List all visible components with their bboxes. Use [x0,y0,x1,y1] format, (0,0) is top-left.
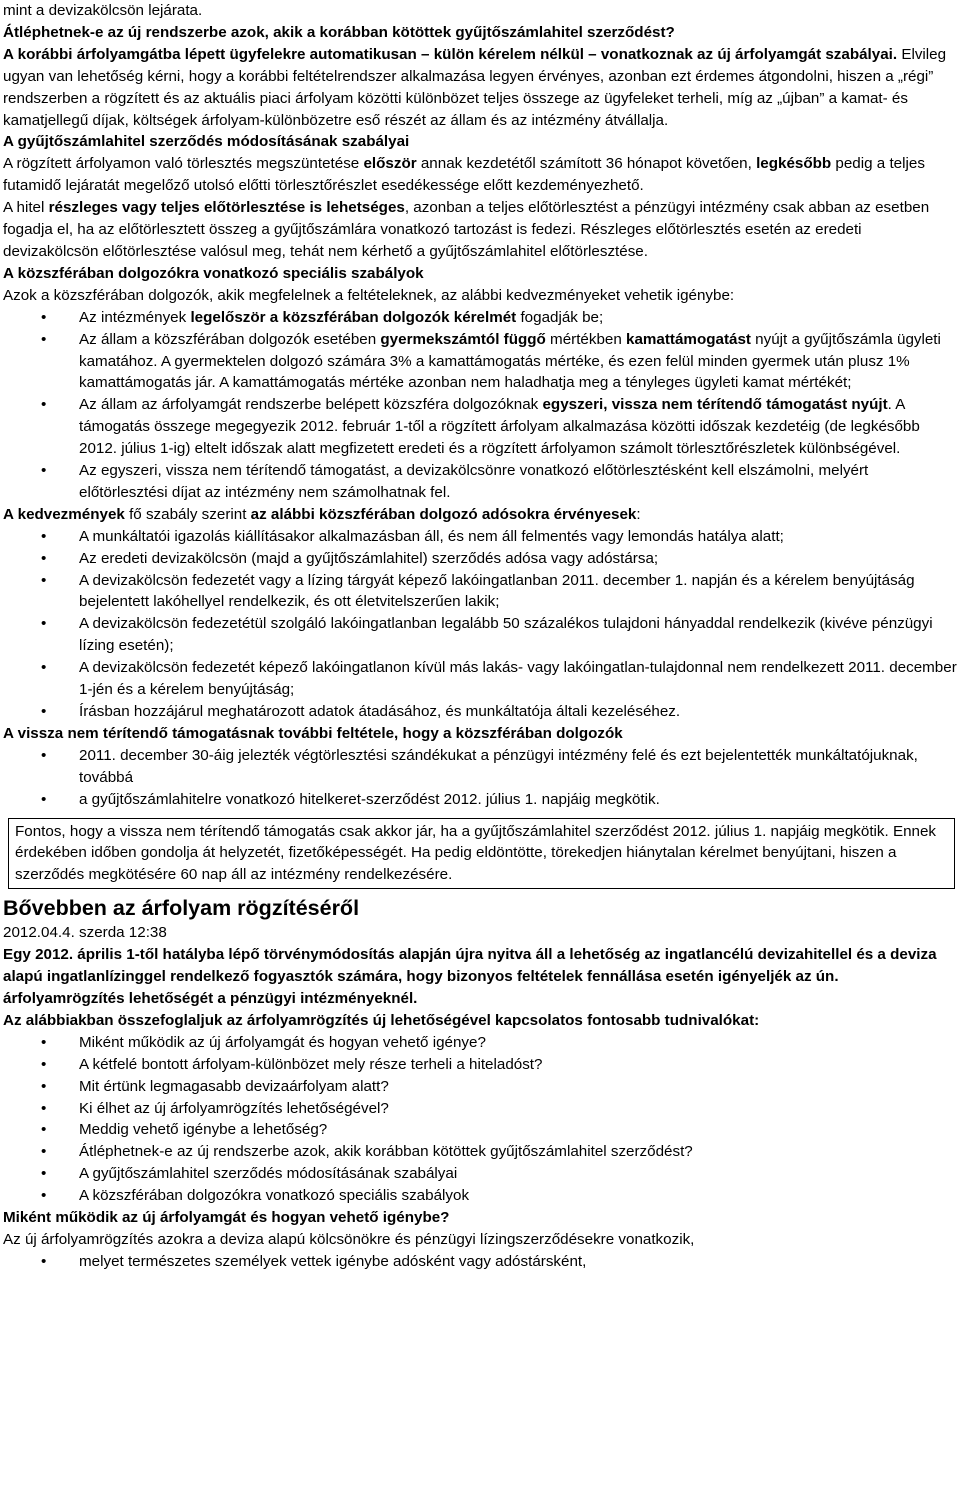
intro-rest: Elvileg ugyan van lehetőség kérni, hogy a korábbi feltételrendszer alkalmazása legyen érvényes, azonban ezt érdemes átgondolni, hiszen a „régi” rendszerben a rögzített és az aktuális piaci árfolyam közötti különbözet teljes összege az ügyfeleket terheli, míg az „újban” a kamat- és kamatjellegű díjak, költségek árfolyam-különbözetre eső részét az állam és az intézmény átvállalja. [3,45,947,129]
list-item [3,307,957,329]
notice-box [8,818,955,890]
list-item: • A devizakölcsön fedezetétül szolgáló lakóingatlanban legalább 50 százalékos tulajdoni hányaddal rendelkezik (kivéve pénzügyi lízing esetén); [3,613,957,657]
list-item: • Az eredeti devizakölcsön (majd a gyűjtőszámlahitel) szerződés adósa vagy adóstársa; [3,548,957,570]
article-summary: Az alábbiakban összefoglaljuk az árfolyamrögzítés új lehetőségével kapcsolatos fontosabb tudnivalókat: [3,1011,760,1029]
text-run: annak kezdetétől számított 36 hónapot követően, [416,155,757,173]
intro-question: Átléphetnek-e az új rendszerbe azok, akik a korábban kötöttek gyűjtőszámlahitel szerződést? [3,23,675,41]
article-date: 2012.04.4. szerda 12:38 [3,924,167,942]
text-run: A hitel [3,199,49,217]
toc-item[interactable]: • A közszférában dolgozókra vonatkozó speciális szabályok [3,1185,957,1207]
text-run-bold: részleges vagy teljes előtörlesztése is lehetséges [48,199,405,217]
text-run: nyújt a gyűjtőszámla ügyleti kamatához. A gyermektelen dolgozó számára 3% a kamattámogatás mértéke, és ezen felül minden gyermek után plusz 1% kamattámogatás jár. A kamattámogatás mértéke azonban nem haladhatja meg a tényleges ügyleti kamat mértékét; [79,330,941,392]
text-run-bold: A kedvezmények [3,505,125,523]
question-list [3,1251,957,1273]
list-item: • a gyűjtőszámlahitelre vonatkozó hitelkeret-szerződést 2012. július 1. napjáig megkötik. [3,789,957,811]
list-item: • A devizakölcsön fedezetét képező lakóingatlanon kívül más lakás- vagy lakóingatlan-tulajdonnal nem rendelkezett 2011. december 1-jén és a kérelem benyújtáság; [3,657,957,701]
text-run: : [636,505,641,523]
modify-heading: A gyűjtőszámlahitel szerződés módosításának szabályai [3,133,410,151]
list-item: • melyet természetes személyek vettek igénybe adósként vagy adóstársként, [3,1251,957,1273]
text-run-bold: először [363,155,417,173]
list-item: • A devizakölcsön fedezetét vagy a lízing tárgyát képező lakóingatlanban 2011. december 1. napján és a kérelem benyújtáság bejelentett lakóhellyel rendelkezik, és ott életvitelszerűen lakik; [3,570,957,614]
public-intro: Azok a közszférában dolgozók, akik megfelelnek a feltételeknek, az alábbi kedvezményeket vehetik igénybe: [3,286,735,304]
benefits-heading [3,504,957,526]
text-run-bold: az alábbi közszférában dolgozó adósokra érvényesek [250,505,637,523]
list-item: • 2011. december 30-áig jelezték végtörlesztési szándékukat a pénzügyi intézmény felé és ezt bejelentették munkáltatójuknak, továbbá [3,745,957,789]
further-heading: A vissza nem térítendő támogatásnak további feltétele, hogy a közszférában dolgozók [3,724,623,742]
text-run: mértékben [545,330,627,348]
question-heading: Miként működik az új árfolyamgát és hogyan vehető igénybe? [3,1209,450,1227]
text-run: . A támogatás összege megegyezik 2012. február 1-től a rögzített árfolyam alkalmazása közötti időszak kezdetéig (de legkésőbb 2012. július 1-ig) eltelt időszak alatt megfizetett eredeti és a rögzített árfolyamon számolt törlesztőrészletek különbségével. [79,396,920,458]
toc-item[interactable]: • A kétfelé bontott árfolyam-különbözet mely része terheli a hiteladóst? [3,1054,957,1076]
text-run: pedig a teljes futamidő lejáratát megelőző utolsó előtti törlesztőrészlet esedékessége előtt kezdeményezhető. [3,155,925,195]
modify-paragraph-1 [3,153,957,197]
toc-item[interactable]: • Átléphetnek-e az új rendszerbe azok, akik korábban kötöttek gyűjtőszámlahitel szerződést? [3,1141,957,1163]
notice-text: Fontos, hogy a vissza nem térítendő támogatás csak akkor jár, ha a gyűjtőszámlahitel szerződést 2012. július 1. napjáig megkötik. Ennek érdekében időben gondolja át helyzetét, fizetőképességét. Ha pedig eldöntötte, törekedjen hiánytalan kérelmet benyújtani, hiszen a szerződés megkötésére 60 nap áll az intézmény rendelkezésére. [15,822,937,884]
text-run: A rögzített árfolyamon való törlesztés megszüntetése [3,155,364,173]
intro-line: mint a devizakölcsön lejárata. [3,2,203,19]
article-title[interactable]: Bővebben az árfolyam rögzítéséről [3,896,360,921]
benefits-list [3,526,957,723]
text-run-bold: legkésőbb [756,155,832,173]
text-run: Az állam a közszférában dolgozók esetében [79,330,381,348]
text-run: Az intézmények [79,308,191,326]
question-text: Az új árfolyamrögzítés azokra a deviza alapú kölcsönökre és pénzügyi lízingszerződésekre vonatkozik, [3,1230,695,1248]
list-item: • Az egyszeri, vissza nem térítendő támogatást, a devizakölcsönre vonatkozó előtörlesztésként kell elszámolni, melyért előtörlesztési díjat az intézmény nem számolhatnak fel. [3,460,957,504]
list-item [3,394,957,460]
text-run-bold: gyermekszámtól függő [380,330,546,348]
public-bullet-list [3,307,957,504]
text-run-bold: Egy [3,946,31,964]
modify-paragraph-2 [3,197,957,263]
public-heading: A közszférában dolgozókra vonatkozó speciális szabályok [3,264,424,282]
toc-item[interactable]: • Meddig vehető igénybe a lehetőség? [3,1119,957,1141]
toc-item[interactable]: • A gyűjtőszámlahitel szerződés módosításának szabályai [3,1163,957,1185]
text-run: Az állam az árfolyamgát rendszerbe belépett közszféra dolgozóknak [79,396,543,414]
text-run-bold: egyszeri, vissza nem térítendő támogatást nyújt [542,396,888,414]
toc-item[interactable]: • Miként működik az új árfolyamgát és hogyan vehető igénye? [3,1032,957,1054]
text-run: fő szabály szerint [124,505,251,523]
text-run: fogadják be; [516,308,604,326]
table-of-contents [3,1032,957,1207]
intro-paragraph [3,44,957,132]
list-item [3,329,957,395]
text-run-bold: legelőször a közszférában dolgozók kérelmét [190,308,517,326]
text-run-bold: kamattámogatást [626,330,751,348]
list-item: • Írásban hozzájárul meghatározott adatok átadásához, és munkáltatója általi kezeléséhez. [3,701,957,723]
further-list [3,745,957,811]
article-lead [3,944,957,1010]
intro-bold: A korábbi árfolyamgátba lépett ügyfelekre automatikusan – külön kérelem nélkül – vonatkoznak az új árfolyamgát szabályai. [3,45,898,63]
text-run-bold: 2012. április 1-től hatályba lépő törvénymódosítás alapján újra nyitva áll a lehetőség az ingatlancélú devizahitellel és a deviza alapú ingatlanlízinggel rendelkező fogyasztók számára, hogy bizonyos feltételek fennállása esetén igényeljék az ún. árfolyamrögzítés lehetőségét a pénzügyi intézményeknél. [3,946,937,1007]
toc-item[interactable]: • Mit értünk legmagasabb devizaárfolyam alatt? [3,1076,957,1098]
list-item: • A munkáltatói igazolás kiállításakor alkalmazásban áll, és nem áll felmentés vagy lemondás hatálya alatt; [3,526,957,548]
toc-item[interactable]: • Ki élhet az új árfolyamrögzítés lehetőségével? [3,1098,957,1120]
text-run: , azonban a teljes előtörlesztést a pénzügyi intézmény csak abban az esetben fogadja el, ha az előtörlesztett összeg a gyűjtőszámlára vonatkozó tartozást is fedezi. Részleges előtörlesztés esetén az eredeti devizakölcsön előtörlesztése valósul meg, tehát nem kérhető a gyűjtőszámlahitel előtörlesztése. [3,199,930,260]
